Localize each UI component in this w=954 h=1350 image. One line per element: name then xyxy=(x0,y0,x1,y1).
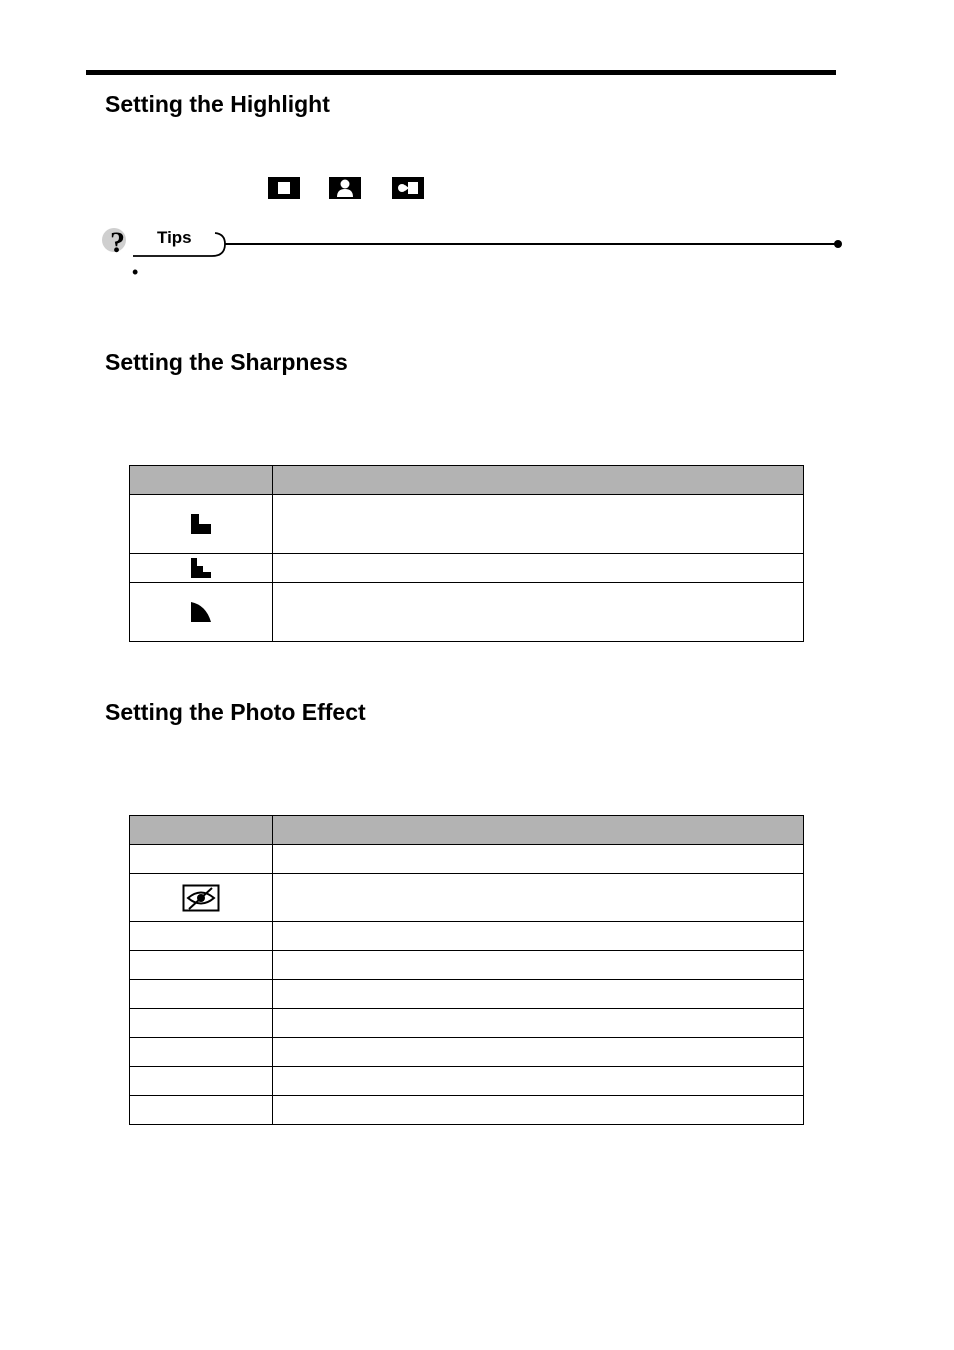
photo-effect-heading: Setting the Photo Effect xyxy=(105,699,366,725)
header-cell xyxy=(130,466,273,495)
tips-divider xyxy=(100,216,848,264)
description-cell xyxy=(273,495,804,554)
icon-cell xyxy=(130,495,273,554)
table-header xyxy=(130,816,804,845)
header-cell xyxy=(130,816,273,845)
description-cell xyxy=(273,1038,804,1067)
photo-effect-table xyxy=(129,815,804,1125)
header-cell xyxy=(273,466,804,495)
icon-cell xyxy=(130,922,273,951)
table-row xyxy=(130,980,804,1009)
icon-cell xyxy=(130,1067,273,1096)
description-cell xyxy=(273,1096,804,1125)
icon-cell xyxy=(130,1096,273,1125)
highlight-heading: Setting the Highlight xyxy=(105,91,330,117)
icon-cell xyxy=(130,583,273,642)
table-row xyxy=(130,1038,804,1067)
description-cell xyxy=(273,583,804,642)
description-cell xyxy=(273,922,804,951)
icon-cell xyxy=(130,874,273,922)
description-cell xyxy=(273,845,804,874)
table-row xyxy=(130,583,804,642)
table-row xyxy=(130,554,804,583)
description-cell xyxy=(273,1009,804,1038)
sharpness-table xyxy=(129,465,804,642)
table-row xyxy=(130,951,804,980)
movie-mode-icon xyxy=(392,177,424,199)
table-row xyxy=(130,495,804,554)
description-cell xyxy=(273,554,804,583)
table-row xyxy=(130,922,804,951)
icon-cell xyxy=(130,845,273,874)
question-mark-icon: ? xyxy=(102,228,126,252)
icon-cell xyxy=(130,980,273,1009)
tips-box xyxy=(100,216,848,264)
description-cell xyxy=(273,951,804,980)
eye-off-icon xyxy=(182,884,220,912)
icon-cell xyxy=(130,554,273,583)
tips-label: Tips xyxy=(157,228,192,247)
table-row xyxy=(130,874,804,922)
still-image-mode-icon xyxy=(268,177,300,199)
table-row xyxy=(130,1096,804,1125)
top-rule xyxy=(86,70,836,75)
icon-cell xyxy=(130,1038,273,1067)
header-cell xyxy=(273,816,804,845)
table-row xyxy=(130,1067,804,1096)
description-cell xyxy=(273,1067,804,1096)
portrait-mode-icon xyxy=(329,177,361,199)
sharpness-hard-icon xyxy=(190,513,212,535)
icon-cell xyxy=(130,951,273,980)
tips-bullet: • xyxy=(132,262,139,282)
description-cell xyxy=(273,980,804,1009)
table-row xyxy=(130,845,804,874)
sharpness-normal-icon xyxy=(190,557,212,579)
sharpness-soft-icon xyxy=(190,601,212,623)
table-header xyxy=(130,466,804,495)
description-cell xyxy=(273,874,804,922)
sharpness-heading: Setting the Sharpness xyxy=(105,349,348,375)
table-row xyxy=(130,1009,804,1038)
icon-cell xyxy=(130,1009,273,1038)
